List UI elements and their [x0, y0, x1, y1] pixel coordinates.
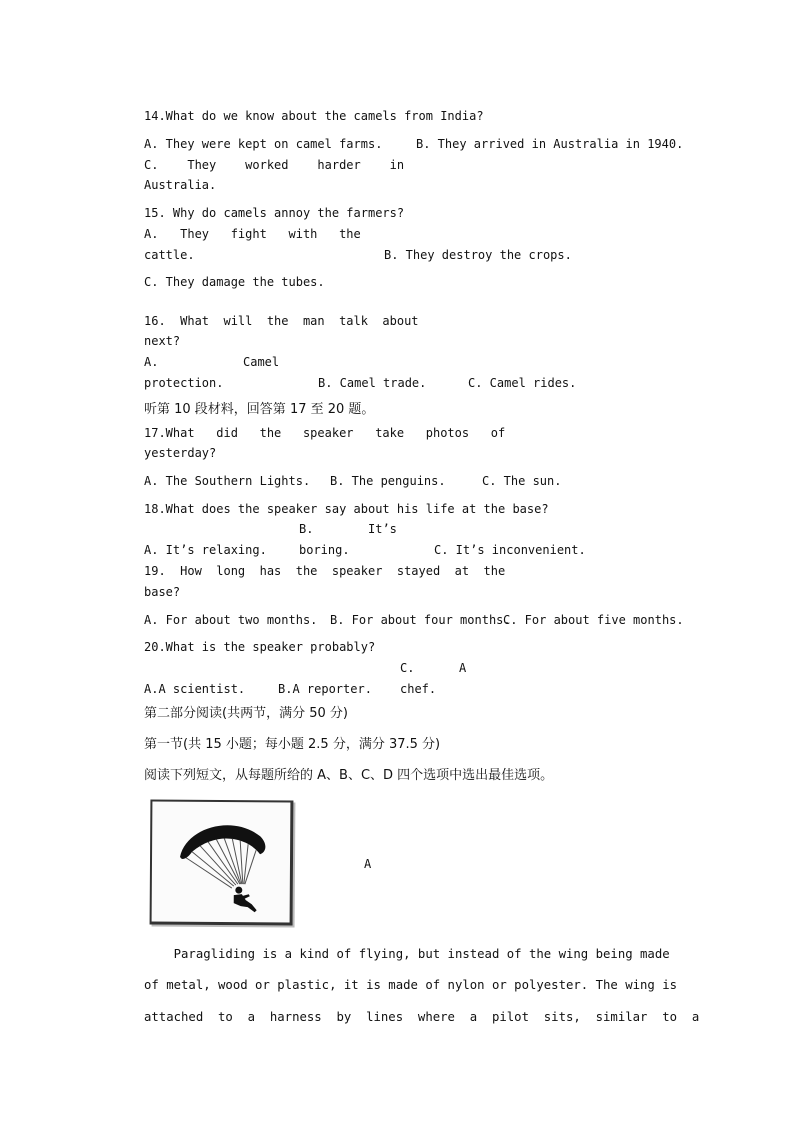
question-16-option-c: C. Camel rides. — [468, 376, 577, 390]
question-14-option-a: A. They were kept on camel farms. — [144, 137, 383, 151]
question-16-stem-line2: next? — [144, 334, 181, 348]
question-18-option-b-line2: boring. — [299, 543, 350, 557]
question-19-option-a: A. For about two months. — [144, 613, 318, 627]
question-20-option-c-word: A — [459, 661, 467, 675]
question-19-option-b: B. For about four months. — [330, 613, 511, 627]
question-15-option-a-line2: cattle. — [144, 248, 195, 262]
question-19-stem-line2: base? — [144, 585, 181, 599]
question-18-option-b-label: B. — [299, 522, 314, 536]
question-20-option-c-label: C. — [400, 661, 415, 675]
question-16-option-b: B. Camel trade. — [318, 376, 427, 390]
question-17-stem-line2: yesterday? — [144, 446, 217, 460]
question-16-option-a-line2: protection. — [144, 376, 224, 390]
question-20-option-c-line2: chef. — [400, 682, 437, 696]
question-16-option-a-word: Camel — [243, 355, 280, 369]
part2-section1-heading: 第一节(共 15 小题；每小题 2.5 分，满分 37.5 分) — [144, 737, 441, 752]
question-17-option-a: A. The Southern Lights. — [144, 474, 311, 488]
question-20-stem: 20.What is the speaker probably? — [144, 640, 376, 654]
question-17-option-b: B. The penguins. — [330, 474, 446, 488]
question-14-option-c-line1: C. They worked harder in — [144, 158, 405, 172]
section-10-instruction: 听第 10 段材料，回答第 17 至 20 题。 — [144, 402, 375, 417]
question-18-option-a: A. It’s relaxing. — [144, 543, 267, 557]
question-19-option-c: C. For about five months. — [503, 613, 684, 627]
question-14-option-c-line2: Australia. — [144, 178, 217, 192]
part2-instruction: 阅读下列短文，从每题所给的 A、B、C、D 四个选项中选出最佳选项。 — [144, 768, 554, 783]
question-18-option-b-word: It’s — [368, 522, 397, 536]
question-15-option-a-line1: A. They fight with the — [144, 227, 361, 241]
paraglider-figure — [150, 800, 294, 926]
question-17-stem-line1: 17.What did the speaker take photos of — [144, 426, 506, 440]
question-14-option-b: B. They arrived in Australia in 1940. — [416, 137, 684, 151]
question-16-stem-line1: 16. What will the man talk about — [144, 314, 419, 328]
question-20-option-a: A.A scientist. — [144, 682, 246, 696]
question-15-option-b: B. They destroy the crops. — [384, 248, 572, 262]
question-14-stem: 14.What do we know about the camels from India? — [144, 109, 484, 123]
part2-title: 第二部分阅读(共两节，满分 50 分) — [144, 706, 348, 721]
passage-line-1: Paragliding is a kind of flying, but instead of the wing being made — [144, 947, 670, 961]
passage-label: A — [364, 857, 372, 871]
question-15-stem: 15. Why do camels annoy the farmers? — [144, 206, 405, 220]
question-18-option-c: C. It’s inconvenient. — [434, 543, 586, 557]
question-20-option-b: B.A reporter. — [278, 682, 372, 696]
question-15-option-c: C. They damage the tubes. — [144, 275, 325, 289]
question-16-option-a-label: A. — [144, 355, 159, 369]
passage-line-3: attached to a harness by lines where a pilot sits, similar to a — [144, 1010, 700, 1024]
question-17-option-c: C. The sun. — [482, 474, 562, 488]
paraglider-icon — [152, 802, 291, 923]
passage-line-2: of metal, wood or plastic, it is made of nylon or polyester. The wing is — [144, 978, 678, 992]
question-18-stem: 18.What does the speaker say about his life at the base? — [144, 502, 549, 516]
question-19-stem-line1: 19. How long has the speaker stayed at the — [144, 564, 506, 578]
